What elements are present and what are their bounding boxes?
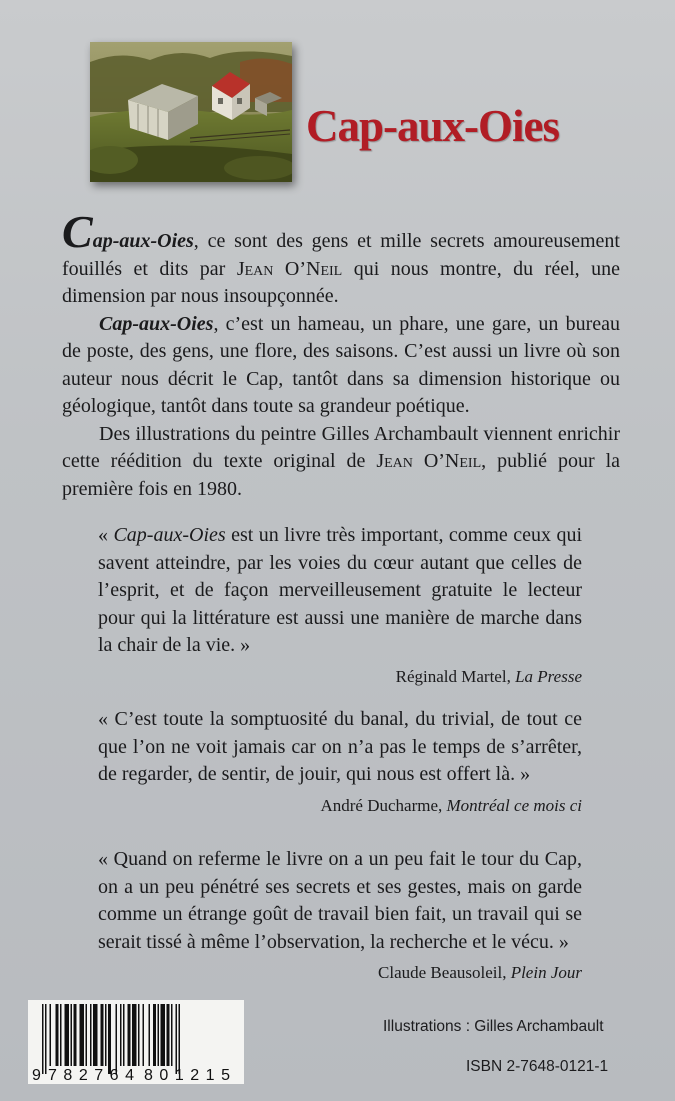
illustration-credit: Illustrations : Gilles Archambault — [383, 1018, 604, 1035]
quote-author: Réginald Martel, — [395, 666, 516, 686]
isbn-number: ISBN 2-7648-0121-1 — [466, 1058, 609, 1075]
barcode-bar — [158, 1004, 160, 1066]
title-reference: Cap-aux-Oies — [99, 312, 214, 335]
quote-text: « C’est toute la somptuosité du banal, du trivial, de tout ce que l’on ne voit jamais car on n’a pas le temps de s’arrêter, de regarder, de sentir, de jouir, qui nous est offert là. » — [98, 708, 582, 785]
summary-text: Des illustrations du peintre Gilles Archambault viennent enrichir cette réédition du texte original de — [62, 422, 620, 472]
barcode-graphic — [28, 1000, 244, 1084]
painting-illustration — [90, 42, 292, 182]
summary-text: , c’est un hameau, un phare, une gare, un bureau de poste, des gens, une flore, des saisons. C’est aussi un livre où son auteur nous décrit le Cap, tantôt dans sa dimension historique ou géologique, tantôt dans toute sa grandeur poétique. — [62, 312, 620, 417]
barcode-bar — [120, 1004, 122, 1066]
press-quote-1 — [98, 522, 582, 690]
barcode-bar — [71, 1004, 73, 1066]
barcode-bar — [143, 1004, 145, 1066]
barcode-bar — [42, 1004, 44, 1074]
barcode-bar — [105, 1004, 107, 1066]
barcode-bar — [171, 1004, 173, 1066]
barcode-digits-left: 782764 — [48, 1067, 134, 1084]
title-reference: Cap-aux-Oies — [113, 524, 226, 546]
quote-source: Montréal ce mois ci — [446, 795, 582, 815]
quote-author: Claude Beausoleil, — [378, 963, 511, 982]
barcode-bar — [86, 1004, 88, 1066]
book-title: Cap-aux-Oies — [306, 101, 560, 151]
barcode-bar — [90, 1004, 92, 1066]
press-quote-3 — [98, 846, 582, 986]
barcode-bar — [45, 1004, 47, 1074]
barcode-bar — [161, 1004, 166, 1066]
barcode-bar — [60, 1004, 62, 1066]
barcode-digit-first: 9 — [32, 1067, 41, 1084]
quote-attribution — [98, 960, 582, 986]
barcode-bar — [108, 1004, 111, 1074]
barcode-digits-right: 801215 — [144, 1067, 230, 1084]
drop-cap: C — [62, 206, 93, 257]
quote-author: André Ducharme, — [320, 795, 447, 815]
barcode-bar — [74, 1004, 77, 1066]
title-reference: ap-aux-Oies — [92, 230, 194, 252]
quote-source: Plein Jour — [510, 963, 582, 982]
barcode-bar — [93, 1004, 98, 1066]
quote-attribution — [98, 664, 582, 690]
isbn-barcode — [28, 1000, 244, 1084]
barcode-bar — [56, 1004, 59, 1066]
barcode-bar — [101, 1004, 104, 1066]
author-name: Jean O’Neil — [236, 257, 343, 280]
barcode-bar — [138, 1004, 140, 1066]
barcode-bar — [50, 1004, 52, 1066]
barcode-bar — [65, 1004, 70, 1066]
press-quote-2 — [98, 706, 582, 819]
barcode-bar — [128, 1004, 131, 1066]
quote-attribution — [98, 793, 582, 819]
author-name: Jean O’Neil — [376, 450, 482, 472]
quote-source: La Presse — [515, 666, 582, 686]
book-summary — [62, 206, 621, 503]
quote-text: « Quand on referme le livre on a un peu fait le tour du Cap, on a un peu pénétré ses secrets et ses gestes, mais on garde comme un étrange goût de travail bien fait, un travail qui se serait tissé à même l’observation, la recherche et le vécu. » — [98, 848, 582, 953]
barcode-bar — [153, 1004, 156, 1066]
summary-paragraph-2 — [62, 311, 620, 421]
summary-text: , ce sont des gens et mille secrets amoureusement fouillés et dits par — [62, 230, 620, 280]
quote-text — [98, 522, 582, 660]
barcode-bar — [132, 1004, 137, 1066]
quote-open: « — [98, 524, 114, 546]
cover-painting — [90, 42, 292, 182]
quote-body: est un livre très important, comme ceux qui savent atteindre, par les voies du cœur autant que celles de l’esprit, et de façon merveilleusement gratuite le lecteur pour qui la littérature est aussi une manière de marche dans la chair de la vie. » — [98, 524, 583, 656]
summary-paragraph-3 — [62, 421, 620, 504]
barcode-bar — [149, 1004, 151, 1066]
summary-paragraph-1 — [62, 206, 621, 311]
barcode-bar — [123, 1004, 125, 1066]
barcode-bar — [167, 1004, 170, 1066]
barcode-bar — [116, 1004, 118, 1074]
summary-text: , publié pour la première fois en 1980. — [62, 450, 620, 500]
summary-text: qui nous montre, du réel, une dimension par nous insoupçonnée. — [62, 257, 621, 307]
barcode-bar — [179, 1004, 181, 1074]
barcode-bar — [176, 1004, 178, 1074]
barcode-bar — [80, 1004, 85, 1066]
